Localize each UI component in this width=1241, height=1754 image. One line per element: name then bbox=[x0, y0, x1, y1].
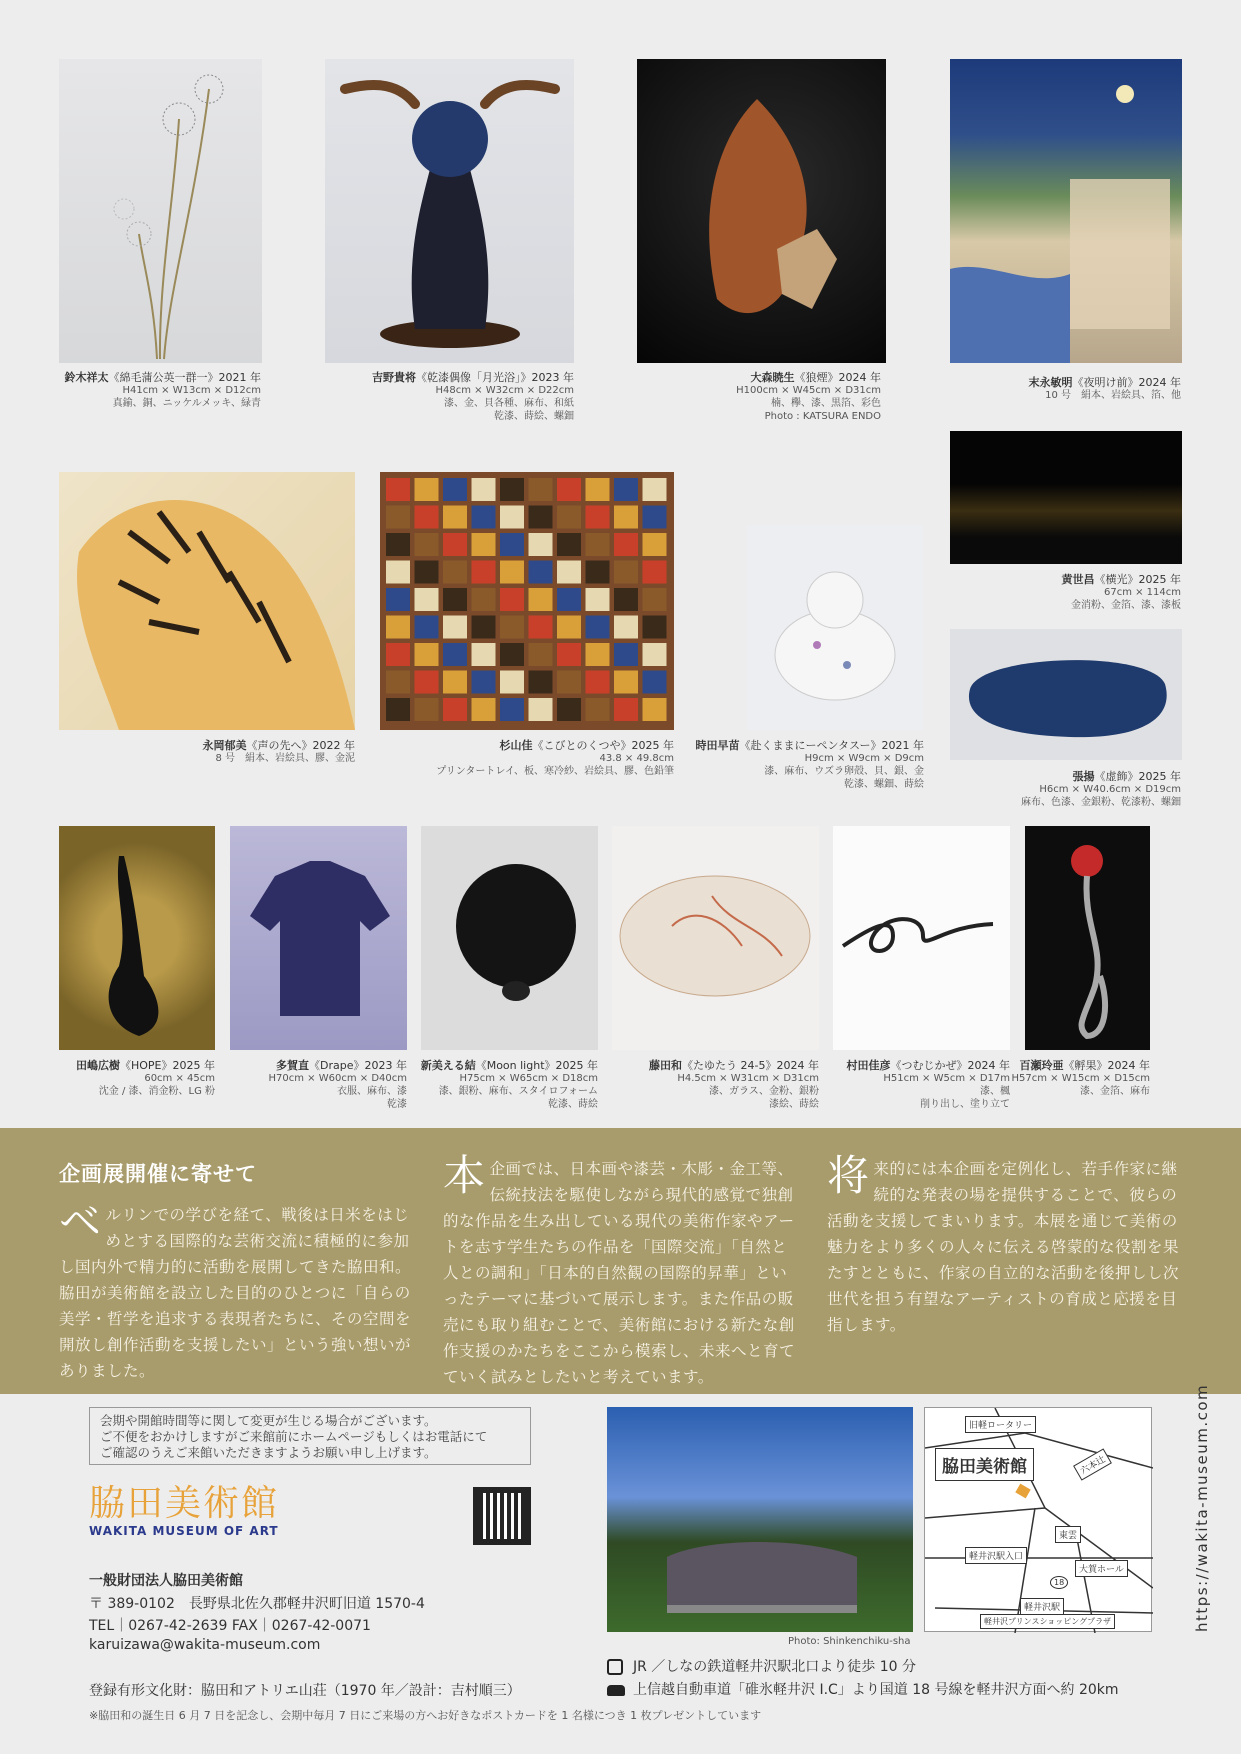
tray-cell bbox=[643, 533, 667, 556]
artwork-moonlight bbox=[421, 826, 598, 1050]
caption-8: 時田早苗《赴くままにーペンタスー》2021 年 H9cm × W9cm × D9cm 漆、麻布、ウズラ卵殻、貝、銀、金 乾漆、螺鈿、蒔絵 bbox=[695, 739, 924, 790]
statement-heading: 企画展開催に寄せて bbox=[59, 1162, 257, 1186]
tray-cell bbox=[586, 616, 610, 639]
tray-cell bbox=[472, 671, 496, 694]
statement-col-2: 本企画では、日本画や漆芸・木彫・金工等、伝統技法を駆使しながら現代的感覚で独創的な作品を生み出している現代の美術作家やアートを志す学生たちの作品を「国際交流」「自然と人との調和」「日本的自然観の国際的昇華」といったテーマに基づいて展示します。また作品の販売にも取り組むことで、美術館における新たな創作支援のかたちをここから模索し、未来へと育てていく試みとしたいと考えています。 bbox=[443, 1151, 796, 1386]
tray-cell bbox=[386, 533, 410, 556]
landscape-image bbox=[950, 59, 1182, 363]
tray-cell bbox=[529, 478, 553, 501]
tray-cell bbox=[472, 533, 496, 556]
tray-cell bbox=[472, 698, 496, 721]
caption-15: 百瀬玲亜《孵果》2024 年 H57cm × W15cm × D15cm 漆、金箔、麻布 bbox=[1011, 1059, 1150, 1097]
artwork-wolf-relief bbox=[637, 59, 886, 363]
tray-cell bbox=[443, 561, 467, 584]
artwork-tayutau bbox=[612, 826, 819, 1050]
museum-building-photo bbox=[607, 1407, 913, 1632]
museum-logo bbox=[89, 1484, 279, 1538]
tray-cell bbox=[586, 698, 610, 721]
tray-cell bbox=[529, 616, 553, 639]
qr-code[interactable] bbox=[473, 1487, 531, 1545]
tray-cell bbox=[443, 506, 467, 529]
map-label: 大賀ホール bbox=[1075, 1560, 1128, 1577]
caption-9: 張揚《虚飾》2025 年 H6cm × W40.6cm × D19cm 麻布、色漆、金銀粉、乾漆粉、螺鈿 bbox=[1021, 770, 1181, 808]
map-label: 18 bbox=[1050, 1576, 1068, 1589]
notice-box: 会期や開館時間等に関して変更が生じる場合がございます。 ご不便をおかけしますがご来館前にホームページもしくはお電話にて ご確認のうえご来館いただきますようお願い申し上げます。 bbox=[89, 1407, 531, 1465]
artwork-fuka bbox=[1025, 826, 1150, 1050]
tray-cell bbox=[443, 588, 467, 611]
tray-cell bbox=[586, 588, 610, 611]
artwork-tray-shoes bbox=[380, 472, 674, 730]
tray-cell bbox=[500, 643, 524, 666]
wolf-image bbox=[637, 59, 886, 363]
logo-jp: 脇田美術館 bbox=[89, 1483, 280, 1524]
tray-cell bbox=[386, 643, 410, 666]
fuka-image bbox=[1025, 826, 1150, 1050]
caption-7: 杉山佳《こびとのくつや》2025 年 43.8 × 49.8cm プリンタートレイ、板、寒冷紗、岩絵具、膠、色鉛筆 bbox=[436, 739, 674, 777]
caption-10: 田嶋広樹《HOPE》2025 年 60cm × 45cm 沈金 / 漆、消金粉、LG 粉 bbox=[75, 1059, 215, 1097]
tray-cell bbox=[472, 478, 496, 501]
tray-cell bbox=[614, 671, 638, 694]
tray-cell bbox=[443, 616, 467, 639]
tsumujikaze-image bbox=[833, 826, 1010, 1050]
artwork-drape bbox=[230, 826, 407, 1050]
map-label: 軽井沢駅 bbox=[1020, 1598, 1064, 1615]
tray-cell bbox=[557, 506, 581, 529]
tray-cell bbox=[643, 616, 667, 639]
tray-cell bbox=[500, 698, 524, 721]
hope-image bbox=[59, 826, 215, 1050]
address: 〒 389-0102 長野県北佐久郡軽井沢町旧道 1570-4 bbox=[89, 1596, 425, 1612]
tray-cell bbox=[643, 671, 667, 694]
tray-cell bbox=[614, 588, 638, 611]
photo-credit: Photo: Shinkenchiku-sha bbox=[788, 1636, 911, 1647]
tray-cell bbox=[500, 588, 524, 611]
tray-cell bbox=[386, 698, 410, 721]
caption-5: 黄世昌《横光》2025 年 67cm × 114cm 金消粉、金箔、漆、漆板 bbox=[1061, 573, 1181, 611]
tray-cell bbox=[557, 616, 581, 639]
caption-12: 新美える結《Moon light》2025 年 H75cm × W65cm × D18cm 漆、銀粉、麻布、スタイロフォーム 乾漆、蒔絵 bbox=[420, 1059, 598, 1110]
tray-cell bbox=[643, 643, 667, 666]
access-map[interactable] bbox=[924, 1407, 1152, 1632]
tray-cell bbox=[557, 671, 581, 694]
tray-cell bbox=[500, 478, 524, 501]
tray-cell bbox=[557, 643, 581, 666]
tray-cell bbox=[500, 533, 524, 556]
tray-cell bbox=[500, 671, 524, 694]
artwork-hope bbox=[59, 826, 215, 1050]
tray-cell bbox=[443, 478, 467, 501]
tray-cell bbox=[415, 533, 439, 556]
caption-6: 永岡郁美《声の先へ》2022 年 8 号 絹本、岩絵具、膠、金泥 bbox=[202, 739, 355, 764]
artwork-dawn-landscape bbox=[950, 59, 1182, 363]
statement-band bbox=[0, 1128, 1241, 1394]
tray-cell bbox=[643, 478, 667, 501]
building-image bbox=[607, 1407, 913, 1632]
artwork-tsumujikaze bbox=[833, 826, 1010, 1050]
tray-cell bbox=[386, 561, 410, 584]
tray-cell bbox=[614, 533, 638, 556]
tray-cell bbox=[386, 588, 410, 611]
tray-cell bbox=[415, 478, 439, 501]
tray-cell bbox=[529, 561, 553, 584]
tray-cell bbox=[643, 698, 667, 721]
map-label: 旧軽ロータリー bbox=[965, 1416, 1036, 1433]
artwork-tiger bbox=[59, 472, 355, 730]
tray-cell bbox=[586, 643, 610, 666]
tray-cell bbox=[614, 506, 638, 529]
map-label: 東雲 bbox=[1055, 1526, 1081, 1543]
statement-col-3: 将来的には本企画を定例化し、若手作家に継続的な発表の場を提供することで、彼らの活動を支援してまいります。本展を通じて美術の魅力をより多くの人々に伝える啓蒙的な役割を果たすとともに、作家の自立的な活動を後押しし次世代を担う有望なアーティストの育成と応援を目指します。 bbox=[827, 1151, 1180, 1334]
tray-cell bbox=[614, 478, 638, 501]
statement-col-1: ベルリンでの学びを経て、戦後は日米をはじめとする国際的な芸術交流に積極的に参加し国内外で精力的に活動を展開してきた脇田和。脇田が美術館を設立した目的のひとつに「自らの美学・哲学を追求する表現者たちに、その空間を開放し創作活動を支援したい」という強い想いがありました。 bbox=[59, 1197, 412, 1380]
tray-cell bbox=[586, 533, 610, 556]
tray-cell bbox=[386, 506, 410, 529]
tray-cell bbox=[443, 671, 467, 694]
car-icon bbox=[607, 1685, 625, 1696]
tray-cell bbox=[614, 616, 638, 639]
tray-cell bbox=[472, 506, 496, 529]
map-label: 軽井沢プリンスショッピングプラザ bbox=[980, 1614, 1115, 1629]
tray-cell bbox=[529, 506, 553, 529]
org-name: 一般財団法人脇田美術館 bbox=[89, 1573, 243, 1589]
caption-11: 多賀直《Drape》2023 年 H70cm × W60cm × D40cm 衣服、麻布、漆 乾漆 bbox=[268, 1059, 407, 1110]
website-url[interactable]: https://wakita-museum.com bbox=[1193, 1383, 1211, 1632]
tray-image bbox=[380, 472, 674, 730]
tiger-image bbox=[59, 472, 355, 730]
tray-cell bbox=[415, 561, 439, 584]
tray-cell bbox=[586, 561, 610, 584]
tray-cell bbox=[614, 561, 638, 584]
tray-cell bbox=[386, 616, 410, 639]
drape-image bbox=[230, 826, 407, 1050]
tray-cell bbox=[472, 616, 496, 639]
drop-cap: 本 bbox=[443, 1151, 486, 1200]
map-label: 六本辻 bbox=[1073, 1448, 1112, 1480]
tray-cell bbox=[386, 478, 410, 501]
tray-cell bbox=[415, 588, 439, 611]
tray-cell bbox=[386, 671, 410, 694]
tray-cell bbox=[643, 561, 667, 584]
phone-fax: TEL｜0267-42-2639 FAX｜0267-42-0071 bbox=[89, 1618, 371, 1634]
caption-4: 末永敏明《夜明け前》2024 年 10 号 絹本、岩絵具、箔、他 bbox=[1028, 376, 1181, 401]
moonlight-image bbox=[421, 826, 598, 1050]
plate-image bbox=[950, 629, 1182, 760]
tray-cell bbox=[529, 643, 553, 666]
train-icon bbox=[607, 1659, 623, 1675]
drop-cap: 将 bbox=[827, 1151, 870, 1200]
map-label: 軽井沢駅入口 bbox=[965, 1547, 1027, 1564]
tray-cell bbox=[472, 561, 496, 584]
tray-cell bbox=[415, 698, 439, 721]
tray-cell bbox=[415, 616, 439, 639]
tray-cell bbox=[529, 533, 553, 556]
access-car: 上信越自動車道「碓氷軽井沢 I.C」より国道 18 号線を軽井沢方面へ約 20km bbox=[607, 1679, 1119, 1699]
tray-cell bbox=[557, 478, 581, 501]
tray-cell bbox=[500, 561, 524, 584]
tray-cell bbox=[529, 588, 553, 611]
artwork-light-field bbox=[950, 431, 1182, 564]
tray-cell bbox=[557, 698, 581, 721]
tray-cell bbox=[529, 671, 553, 694]
shell-image bbox=[747, 525, 923, 730]
tray-cell bbox=[472, 643, 496, 666]
footnote: ※脇田和の誕生日 6 月 7 日を記念し、会期中毎月 7 日にご来場の方へお好きなポストカードを 1 名様につき 1 枚プレゼントしています bbox=[89, 1709, 762, 1722]
tray-cell bbox=[643, 588, 667, 611]
tray-cell bbox=[415, 671, 439, 694]
tayutau-image bbox=[612, 826, 819, 1050]
tray-cell bbox=[557, 533, 581, 556]
tray-cell bbox=[586, 506, 610, 529]
tray-cell bbox=[472, 588, 496, 611]
tray-cell bbox=[643, 506, 667, 529]
caption-1: 鈴木祥太《綿毛蒲公英一群一》2021 年 H41cm × W13cm × D12cm 真鍮、銅、ニッケルメッキ、緑青 bbox=[64, 371, 261, 409]
drop-cap: ベ bbox=[59, 1197, 102, 1246]
tray-cell bbox=[557, 561, 581, 584]
artwork-shell-object bbox=[747, 525, 923, 730]
tray-cell bbox=[500, 616, 524, 639]
caption-3: 大森暁生《狼煙》2024 年 H100cm × W45cm × D31cm 楠、欅、漆、黒箔、彩色 Photo : KATSURA ENDO bbox=[736, 371, 881, 422]
tray-cell bbox=[557, 588, 581, 611]
caption-13: 藤田和《たゆたう 24-5》2024 年 H4.5cm × W31cm × D31cm 漆、ガラス、金粉、銀粉 漆絵、蒔絵 bbox=[649, 1059, 819, 1110]
tray-cell bbox=[415, 643, 439, 666]
caption-14: 村田佳彦《つむじかぜ》2024 年 H51cm × W5cm × D17m 漆、楓 削り出し、塗り立て bbox=[846, 1059, 1010, 1110]
artwork-lacquer-plate bbox=[950, 629, 1182, 760]
tray-cell bbox=[529, 698, 553, 721]
tray-cell bbox=[443, 643, 467, 666]
tray-cell bbox=[443, 698, 467, 721]
heritage-note: 登録有形文化財：脇田和アトリエ山荘（1970 年／設計：吉村順三） bbox=[89, 1683, 521, 1699]
tray-cell bbox=[614, 698, 638, 721]
email-link[interactable]: karuizawa@wakita-museum.com bbox=[89, 1637, 321, 1653]
tray-cell bbox=[586, 478, 610, 501]
logo-en: WAKITA MUSEUM OF ART bbox=[89, 1524, 279, 1538]
tray-cell bbox=[586, 671, 610, 694]
dandelion-image bbox=[59, 59, 262, 363]
figure-image bbox=[325, 59, 574, 363]
tray-cell bbox=[614, 643, 638, 666]
tray-cell bbox=[500, 506, 524, 529]
artwork-dandelion bbox=[59, 59, 262, 363]
map-title: 脇田美術館 bbox=[935, 1448, 1034, 1481]
caption-2: 吉野貴将《乾漆偶像「月光浴」》2023 年 H48cm × W32cm × D22cm 漆、金、貝各種、麻布、和紙 乾漆、蒔絵、螺鈿 bbox=[372, 371, 574, 422]
artwork-lacquer-figure bbox=[325, 59, 574, 363]
access-train: JR ／しなの鉄道軽井沢駅北口より徒歩 10 分 bbox=[607, 1656, 916, 1676]
tray-cell bbox=[443, 533, 467, 556]
tray-cell bbox=[415, 506, 439, 529]
